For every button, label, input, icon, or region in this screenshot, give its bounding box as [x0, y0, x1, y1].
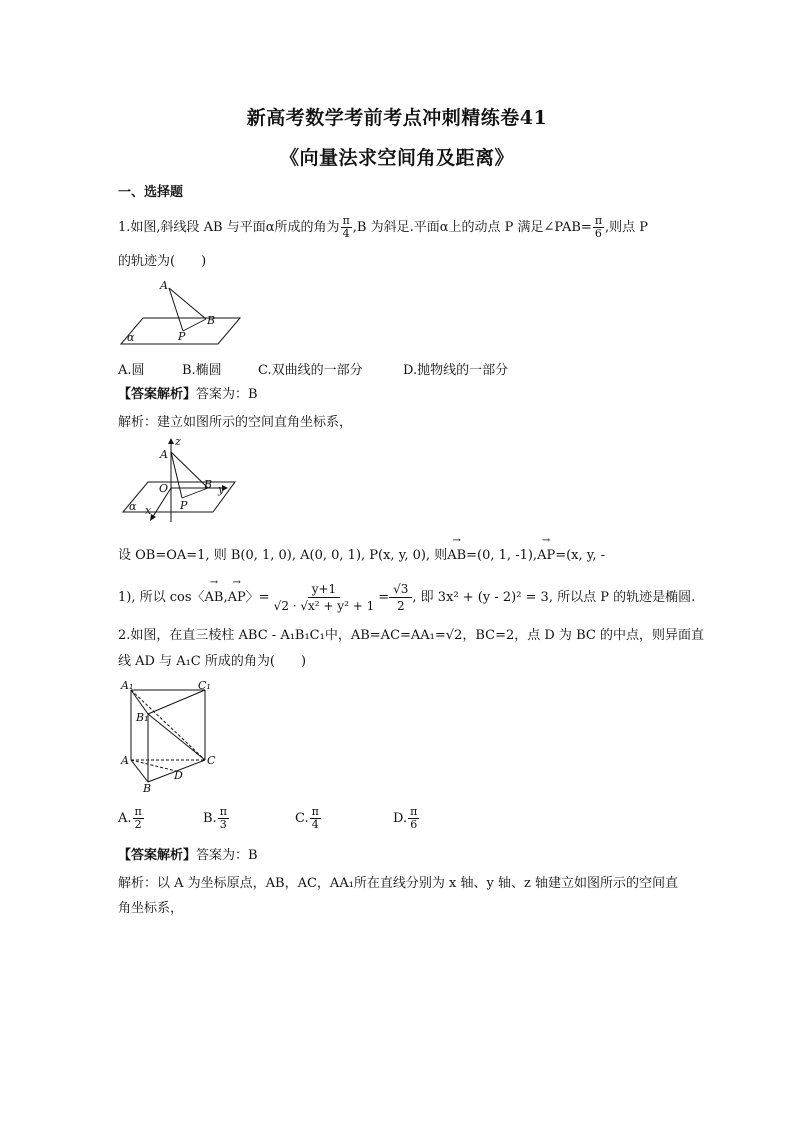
vector-ab: → AB — [447, 546, 466, 566]
label-a: A — [160, 448, 168, 461]
label-y: y — [218, 483, 225, 496]
q2-line2: 线 AD 与 A₁C 所成的角为( ) — [118, 654, 307, 669]
label-alpha: α — [127, 331, 135, 344]
figure-coordinate-system — [118, 436, 238, 526]
q1-answer: 【答案解析】答案为：B — [118, 387, 258, 402]
q1-line1: 1.如图,斜线段 AB 与平面α所成的角为 $\frac{\pi}{4}$ ,B 为斜足.平面α上的动点 P 满足∠PAB= $\frac{\pi}{6}$ ,则点 P — [118, 214, 649, 240]
q2-option-a: A. $\frac{\pi}{2}$ — [118, 805, 142, 831]
label-b1: B₁ — [136, 711, 149, 724]
page-subtitle: 《向量法求空间角及距离》 — [279, 147, 514, 169]
q2-answer: 【答案解析】答案为：B — [118, 848, 258, 863]
q2-option-c: C. $\frac{\pi}{4}$ — [295, 805, 319, 831]
label-b: B — [204, 478, 213, 491]
q2-line1: 2.如图，在直三棱柱 ABC - A₁B₁C₁中，AB=AC=AA₁=√2，BC=2，点 D 为 BC 的中点，则异面直 — [118, 628, 704, 643]
label-d: D — [174, 769, 183, 782]
figure-right-prism — [118, 678, 218, 793]
q1-solution-line1: 设 OB=OA=1, 则 B(0, 1, 0), A(0, 0, 1), P(x, y, 0), 则→ AB=(0, 1, -1),→ AP=(x, y, - — [118, 546, 605, 566]
q2-explanation-line2: 角坐标系， — [118, 901, 184, 916]
label-c: C — [207, 754, 216, 767]
q1-option-c: C.双曲线的一部分 — [258, 363, 363, 378]
segment-pb — [183, 319, 206, 331]
label-p: P — [180, 499, 188, 512]
q1-option-a: A.圆 — [118, 363, 145, 378]
root3-over-2: $\frac{√3}{2}$ — [389, 581, 412, 614]
figure-plane-slant-line — [118, 276, 243, 348]
cos-fraction: $\frac{y+1}{\text{√2 · √x² + y² + 1}}$ — [273, 582, 375, 613]
edge-b1c1 — [148, 690, 205, 714]
q1-angle2-fraction: $\frac{\pi}{6}$ — [594, 214, 603, 240]
q1-explanation-intro: 解析：建立如图所示的空间直角坐标系， — [118, 415, 353, 430]
q2-explanation-line1: 解析：以 A 为坐标原点，AB，AC，AA₁所在直线分别为 x 轴、y 轴、z 轴建立如图所示的空间直 — [118, 876, 678, 891]
axis-z-arrow — [168, 438, 174, 444]
label-a1: A₁ — [121, 679, 134, 692]
label-c1: C₁ — [198, 679, 211, 692]
label-p: P — [178, 330, 186, 343]
q1-solution-line2: 1), 所以 cos〈→ AB,→ AP〉= $\frac{y+1}{\text{√2 · √x² + y² + 1}}$ = $\frac{√3}{2}$ , 即 3x² + (y - 2)² = 3, 所以点 P 的轨迹是椭圆. — [118, 581, 695, 614]
q1-option-b: B.椭圆 — [182, 363, 222, 378]
q1-angle1-fraction: $\frac{\pi}{4}$ — [342, 214, 350, 240]
label-alpha: α — [129, 500, 137, 513]
q1-option-d: D.抛物线的一部分 — [403, 363, 509, 378]
label-x: x — [145, 504, 152, 517]
segment-ab — [171, 452, 208, 488]
segment-a1c — [131, 690, 205, 760]
label-o: O — [159, 482, 169, 495]
label-a: A — [160, 279, 168, 292]
q2-option-d: D. $\frac{\pi}{6}$ — [393, 805, 418, 831]
vector-ap: → AP — [537, 546, 555, 566]
label-z: z — [175, 436, 181, 448]
edge-ab — [131, 760, 148, 782]
section-heading: 一、选择题 — [118, 185, 184, 200]
label-a: A — [121, 754, 129, 767]
segment-b1c — [148, 714, 205, 760]
q1-line2: 的轨迹为( ) — [118, 254, 207, 269]
segment-ap — [171, 452, 182, 498]
q2-option-b: B. $\frac{\pi}{3}$ — [203, 805, 227, 831]
label-b: B — [143, 782, 152, 793]
page-title: 新高考数学考前考点冲刺精练卷41 — [246, 107, 548, 129]
label-b: B — [207, 314, 216, 327]
